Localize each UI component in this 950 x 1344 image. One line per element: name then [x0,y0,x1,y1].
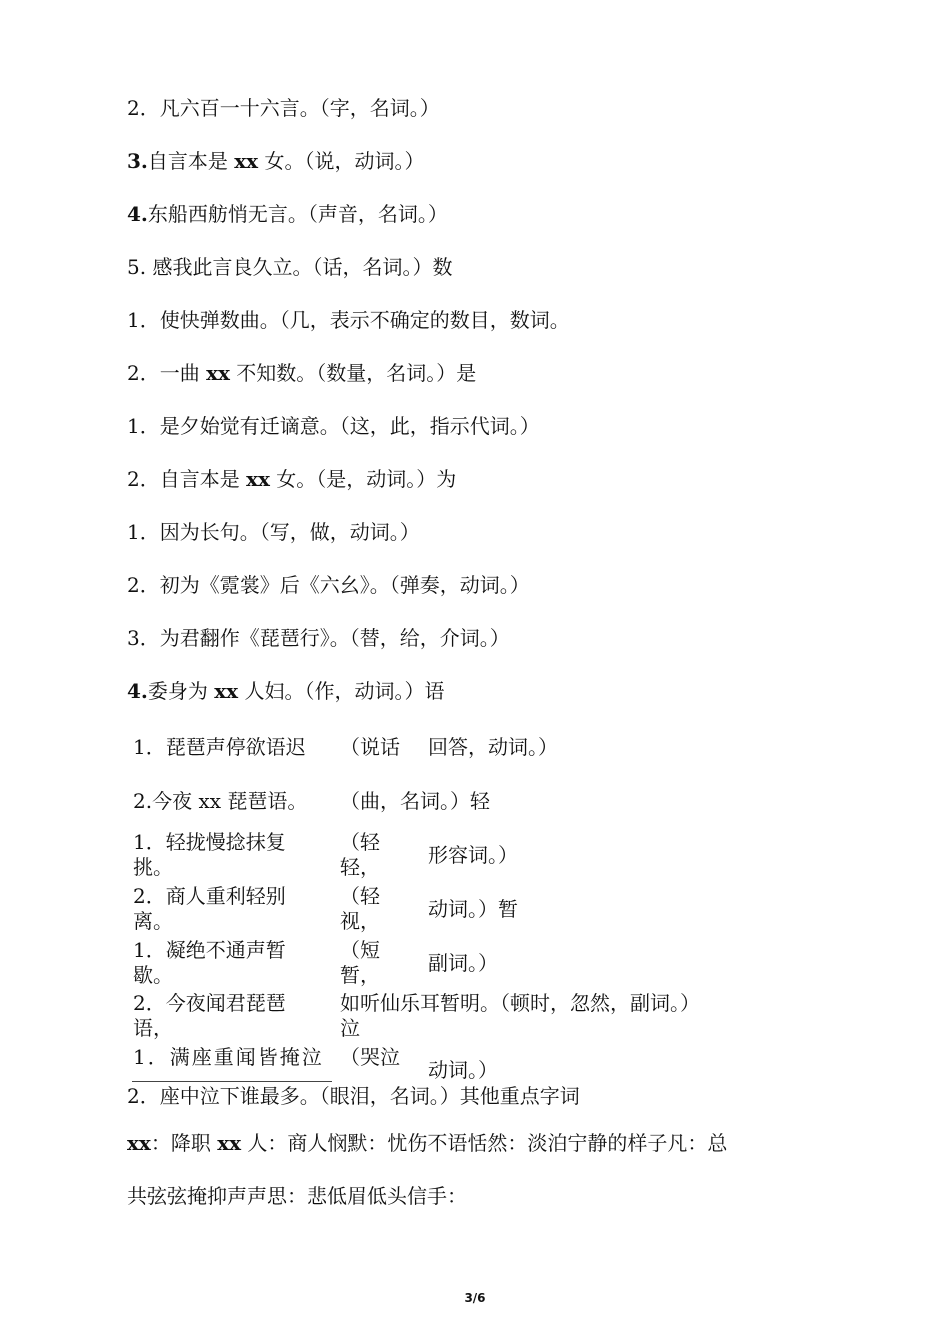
table-row-3-col-2: （轻轻， [340,830,380,879]
page-number: 3/6 [464,1291,486,1305]
line-4: 5. 感我此言良久立。（话，名词。）数 [127,255,453,279]
line-2: 3.自言本是 xx 女。（说，动词。） [127,149,425,173]
line-after-1: 2．座中泣下谁最多。（眼泪，名词。）其他重点字词 [127,1084,580,1108]
table-row-2-col-2: （曲，名词。）轻 [340,789,490,813]
table-row-7-col-3: 动词。） [428,1058,498,1082]
table-row-3-col-3: 形容词。） [428,843,518,867]
line-12: 4.委身为 xx 人妇。（作，动词。）语 [127,679,445,703]
line-1: 2．凡六百一十六言。（字，名词。） [127,96,440,120]
line-7: 1．是夕始觉有迁谪意。（这，此，指示代词。） [127,414,540,438]
table-row-5-col-1: 1．凝绝不通声暂歇。 [133,938,286,987]
table-row-4-col-3: 动词。）暂 [428,897,518,921]
table-row-7-col-2: （哭泣 [340,1045,400,1069]
table-row-1-col-2: （说话 [340,735,400,759]
line-9: 1．因为长句。（写，做，动词。） [127,520,420,544]
table-row-4-col-1: 2．商人重利轻别离。 [133,884,286,933]
line-8: 2．自言本是 xx 女。（是，动词。）为 [127,467,457,491]
table-row-6-col-1: 2．今夜闻君琵琶语， [133,991,286,1040]
line-6: 2．一曲 xx 不知数。（数量，名词。）是 [127,361,477,385]
line-11: 3．为君翻作《琵琶行》。（替，给，介词。） [127,626,510,650]
table-row-3-col-1: 1．轻拢慢捻抹复挑。 [133,830,286,879]
line-5: 1．使快弹数曲。（几，表示不确定的数目，数词。 [127,308,570,332]
table-row-4-col-2: （轻视， [340,884,380,933]
table-row-6-col-2: 如听仙乐耳暂明。（顿时，忽然，副词。） [340,991,700,1015]
table-row-1-col-1: 1．琵琶声停欲语迟 [133,735,306,759]
table-row-1-col-3: 回答，动词。） [428,735,558,759]
table-row-2-col-1: 2.今夜 xx 琵琶语。 [133,789,308,813]
table-bottom-rule [132,1081,332,1082]
line-after-3: 共弦弦掩抑声声思：悲低眉低头信手： [127,1184,467,1208]
line-3: 4.东船西舫悄无言。（声音，名词。） [127,202,448,226]
line-after-2: xx：降职 xx 人：商人悯默：忧伤不语恬然：淡泊宁静的样子凡：总 [127,1131,728,1155]
table-row-7-col-1: 1．满座重闻皆掩泣 [133,1045,324,1069]
table-row-6-col-3: 泣 [340,1016,360,1040]
table-row-5-col-3: 副词。） [428,951,498,975]
line-10: 2．初为《霓裳》后《六幺》。（弹奏，动词。） [127,573,530,597]
table-row-5-col-2: （短暂， [340,938,380,987]
